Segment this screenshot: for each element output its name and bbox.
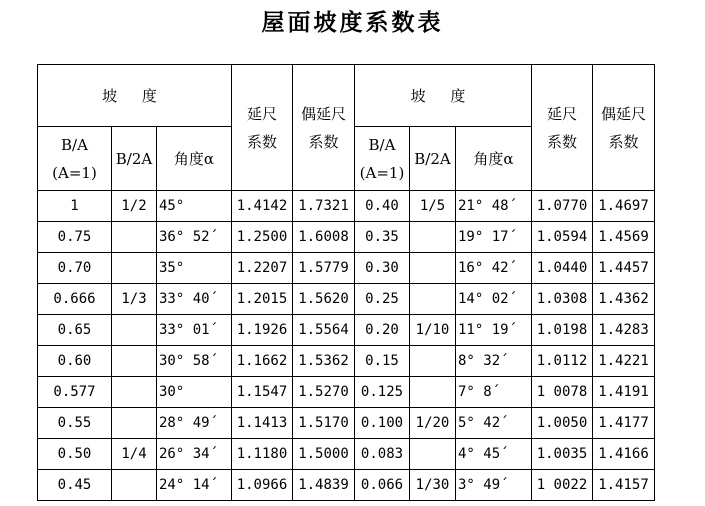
d-cell: 1.5000	[293, 439, 355, 470]
page-title: 屋面坡度系数表	[261, 10, 444, 36]
c-cell: 1.1413	[232, 408, 293, 439]
ba-cell-right: 0.066	[355, 470, 410, 501]
ba-cell-right: 0.125	[355, 377, 410, 408]
even-extend-coef-header-left: 偶延尺 系数	[293, 65, 355, 191]
b2a-cell	[112, 315, 157, 346]
b2a-cell	[112, 222, 157, 253]
table-row	[38, 284, 655, 315]
ba-cell: 0.70	[38, 253, 112, 284]
b2a-cell-right	[410, 377, 456, 408]
b2a-cell-right	[410, 346, 456, 377]
extend-coef-header-left: 延尺 系数	[232, 65, 293, 191]
c-cell: 1.2015	[232, 284, 293, 315]
b2a-cell	[112, 408, 157, 439]
c-cell-right: 1.0594	[532, 222, 593, 253]
c-cell: 1.1547	[232, 377, 293, 408]
b2a-cell	[112, 470, 157, 501]
ba-cell-right: 0.35	[355, 222, 410, 253]
angle-cell: 26° 34´	[157, 439, 232, 470]
b2a-cell-right	[410, 439, 456, 470]
b2a-header-right: B/2A	[410, 127, 456, 191]
d-cell: 1.5620	[293, 284, 355, 315]
angle-cell-right: 14° 02´	[456, 284, 532, 315]
b2a-cell-right	[410, 222, 456, 253]
c-cell-right: 1.0050	[532, 408, 593, 439]
b2a-cell-right: 1/5	[410, 191, 456, 222]
even-extend-coef-header-right: 偶延尺 系数	[593, 65, 655, 191]
angle-cell-right: 4° 45´	[456, 439, 532, 470]
angle-cell: 35°	[157, 253, 232, 284]
table-row	[38, 470, 655, 501]
c-cell: 1.1662	[232, 346, 293, 377]
d-cell-right: 1.4457	[593, 253, 655, 284]
slope-header-right: 坡 度	[355, 65, 532, 127]
d-cell-right: 1.4157	[593, 470, 655, 501]
d-cell-right: 1.4177	[593, 408, 655, 439]
ba-cell-right: 0.25	[355, 284, 410, 315]
d-cell-right: 1.4362	[593, 284, 655, 315]
angle-cell: 30°	[157, 377, 232, 408]
slope-coefficient-table	[37, 64, 655, 501]
c-cell-right: 1 0078	[532, 377, 593, 408]
angle-cell-right: 5° 42´	[456, 408, 532, 439]
b2a-cell-right	[410, 253, 456, 284]
b2a-cell	[112, 346, 157, 377]
d-cell: 1.6008	[293, 222, 355, 253]
angle-cell-right: 7° 8´	[456, 377, 532, 408]
ba-header-right: B/A (A=1)	[355, 127, 410, 191]
angle-cell: 45°	[157, 191, 232, 222]
d-cell-right: 1.4283	[593, 315, 655, 346]
c-cell-right: 1.0035	[532, 439, 593, 470]
b2a-cell-right: 1/20	[410, 408, 456, 439]
d-cell: 1.5270	[293, 377, 355, 408]
b2a-cell-right: 1/30	[410, 470, 456, 501]
angle-cell: 33° 01´	[157, 315, 232, 346]
angle-cell-right: 16° 42´	[456, 253, 532, 284]
ba-cell: 0.45	[38, 470, 112, 501]
ba-cell: 0.60	[38, 346, 112, 377]
angle-header-right: 角度α	[456, 127, 532, 191]
b2a-cell	[112, 377, 157, 408]
ba-cell: 0.65	[38, 315, 112, 346]
ba-cell: 0.577	[38, 377, 112, 408]
angle-header-left: 角度α	[157, 127, 232, 191]
c-cell-right: 1.0198	[532, 315, 593, 346]
d-cell-right: 1.4221	[593, 346, 655, 377]
b2a-cell	[112, 253, 157, 284]
table-row	[38, 315, 655, 346]
angle-cell: 36° 52´	[157, 222, 232, 253]
d-cell: 1.5170	[293, 408, 355, 439]
d-cell-right: 1.4697	[593, 191, 655, 222]
table-row	[38, 191, 655, 222]
c-cell-right: 1.0440	[532, 253, 593, 284]
ba-cell: 0.50	[38, 439, 112, 470]
b2a-cell: 1/3	[112, 284, 157, 315]
ba-cell: 0.75	[38, 222, 112, 253]
c-cell-right: 1 0022	[532, 470, 593, 501]
d-cell-right: 1.4166	[593, 439, 655, 470]
ba-cell: 0.55	[38, 408, 112, 439]
angle-cell: 28° 49´	[157, 408, 232, 439]
table-row	[38, 253, 655, 284]
c-cell: 1.1180	[232, 439, 293, 470]
d-cell: 1.5362	[293, 346, 355, 377]
d-cell: 1.5564	[293, 315, 355, 346]
d-cell-right: 1.4569	[593, 222, 655, 253]
ba-cell-right: 0.083	[355, 439, 410, 470]
slope-header-left: 坡 度	[38, 65, 232, 127]
ba-cell: 1	[38, 191, 112, 222]
header-row-1	[38, 65, 655, 127]
angle-cell-right: 21° 48´	[456, 191, 532, 222]
d-cell: 1.7321	[293, 191, 355, 222]
ba-cell: 0.666	[38, 284, 112, 315]
table-row	[38, 439, 655, 470]
c-cell-right: 1.0308	[532, 284, 593, 315]
angle-cell-right: 11° 19´	[456, 315, 532, 346]
ba-cell-right: 0.15	[355, 346, 410, 377]
c-cell: 1.2207	[232, 253, 293, 284]
table-row	[38, 377, 655, 408]
b2a-cell-right	[410, 284, 456, 315]
table-row	[38, 346, 655, 377]
angle-cell: 24° 14´	[157, 470, 232, 501]
angle-cell: 33° 40´	[157, 284, 232, 315]
extend-coef-header-right: 延尺 系数	[532, 65, 593, 191]
b2a-header-left: B/2A	[112, 127, 157, 191]
ba-cell-right: 0.40	[355, 191, 410, 222]
c-cell: 1.4142	[232, 191, 293, 222]
ba-header-left: B/A (A=1)	[38, 127, 112, 191]
c-cell-right: 1.0112	[532, 346, 593, 377]
ba-cell-right: 0.100	[355, 408, 410, 439]
ba-cell-right: 0.30	[355, 253, 410, 284]
angle-cell-right: 3° 49´	[456, 470, 532, 501]
angle-cell-right: 8° 32´	[456, 346, 532, 377]
angle-cell: 30° 58´	[157, 346, 232, 377]
table-row	[38, 222, 655, 253]
b2a-cell-right: 1/10	[410, 315, 456, 346]
d-cell: 1.5779	[293, 253, 355, 284]
table-row	[38, 408, 655, 439]
c-cell: 1.0966	[232, 470, 293, 501]
angle-cell-right: 19° 17´	[456, 222, 532, 253]
c-cell-right: 1.0770	[532, 191, 593, 222]
b2a-cell: 1/4	[112, 439, 157, 470]
b2a-cell: 1/2	[112, 191, 157, 222]
ba-cell-right: 0.20	[355, 315, 410, 346]
c-cell: 1.2500	[232, 222, 293, 253]
d-cell-right: 1.4191	[593, 377, 655, 408]
d-cell: 1.4839	[293, 470, 355, 501]
c-cell: 1.1926	[232, 315, 293, 346]
